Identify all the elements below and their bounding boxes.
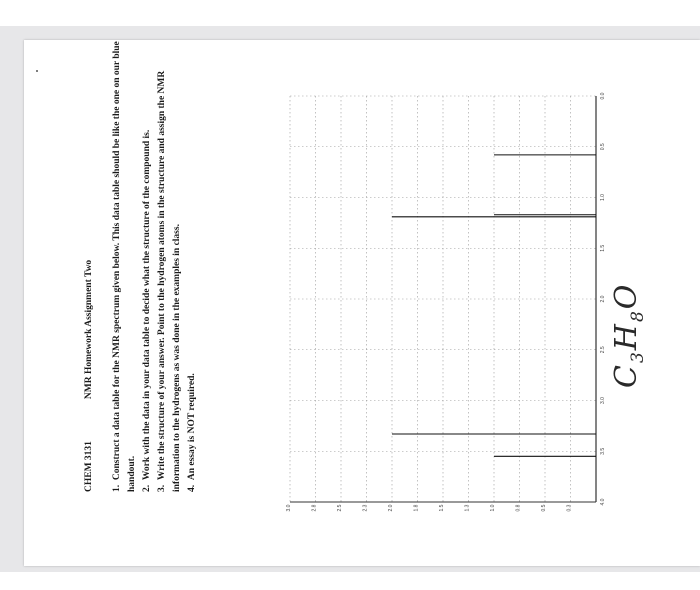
integral-tick-label: 0.5 (541, 504, 547, 512)
assignment-text (82, 22, 200, 492)
integral-tick-label: 1.3 (464, 504, 471, 512)
formula-hydrogen-count: 8 (628, 309, 648, 323)
integral-tick-label: 1.8 (413, 504, 420, 512)
formula-oxygen: O (609, 282, 644, 310)
course-code: CHEM 3131 (84, 441, 94, 492)
formula-hydrogen: H (609, 322, 644, 351)
bottom-strip (0, 572, 700, 590)
stray-mark (36, 70, 38, 72)
integral-tick-label: 1.0 (490, 504, 496, 512)
instruction-text: Construct a data table for the NMR spectrum given below. This data table should be like the one on our blue handout. (112, 41, 137, 492)
integral-tick-label: 2.5 (337, 504, 343, 512)
integral-tick-label: 0.8 (515, 504, 522, 512)
instruction-item (185, 22, 200, 492)
instruction-number: 1. (112, 484, 122, 492)
instruction-text: Write the structure of your answer. Point to the hydrogen atoms in the structure and assign the NMR information to the hydrogens as was done in the examples in class. (157, 70, 182, 492)
instruction-item (140, 22, 155, 492)
integral-tick-label: 2.8 (311, 504, 318, 512)
instruction-number: 2. (142, 484, 152, 492)
instruction-number: 3. (157, 484, 167, 492)
instruction-item (110, 22, 140, 492)
formula-carbon-count: 3 (628, 350, 648, 364)
formula-carbon: C (609, 363, 644, 388)
ppm-tick-label: 1.0 (600, 194, 606, 201)
instruction-item (155, 22, 185, 492)
integral-tick-label: 3.0 (286, 504, 292, 512)
instruction-list (110, 22, 200, 492)
ppm-tick-label: 1.5 (600, 244, 606, 252)
ppm-tick-label: 0.5 (600, 143, 606, 151)
assignment-header (82, 22, 97, 492)
instruction-text: Work with the data in your data table to decide what the structure of the compound is. (142, 129, 152, 481)
integral-tick-label: 2.3 (362, 504, 369, 512)
integral-tick-label: 1.5 (439, 504, 445, 512)
assignment-title: NMR Homework Assignment Two (84, 259, 94, 400)
instruction-text: An essay is NOT required. (187, 373, 197, 481)
handwritten-formula (609, 283, 648, 388)
ppm-tick-label: 4.0 (600, 498, 606, 506)
ppm-tick-label: 3.5 (600, 447, 606, 455)
integral-tick-label: 0.3 (566, 504, 573, 512)
integral-tick-label: 2.0 (388, 504, 394, 512)
ppm-tick-label: 3.0 (600, 397, 606, 404)
ppm-tick-label: 2.0 (600, 295, 606, 303)
ppm-tick-label: 2.5 (600, 346, 606, 354)
ppm-tick-label: 0.0 (600, 92, 606, 100)
instruction-number: 4. (187, 484, 197, 492)
nmr-spectrum (278, 82, 606, 512)
